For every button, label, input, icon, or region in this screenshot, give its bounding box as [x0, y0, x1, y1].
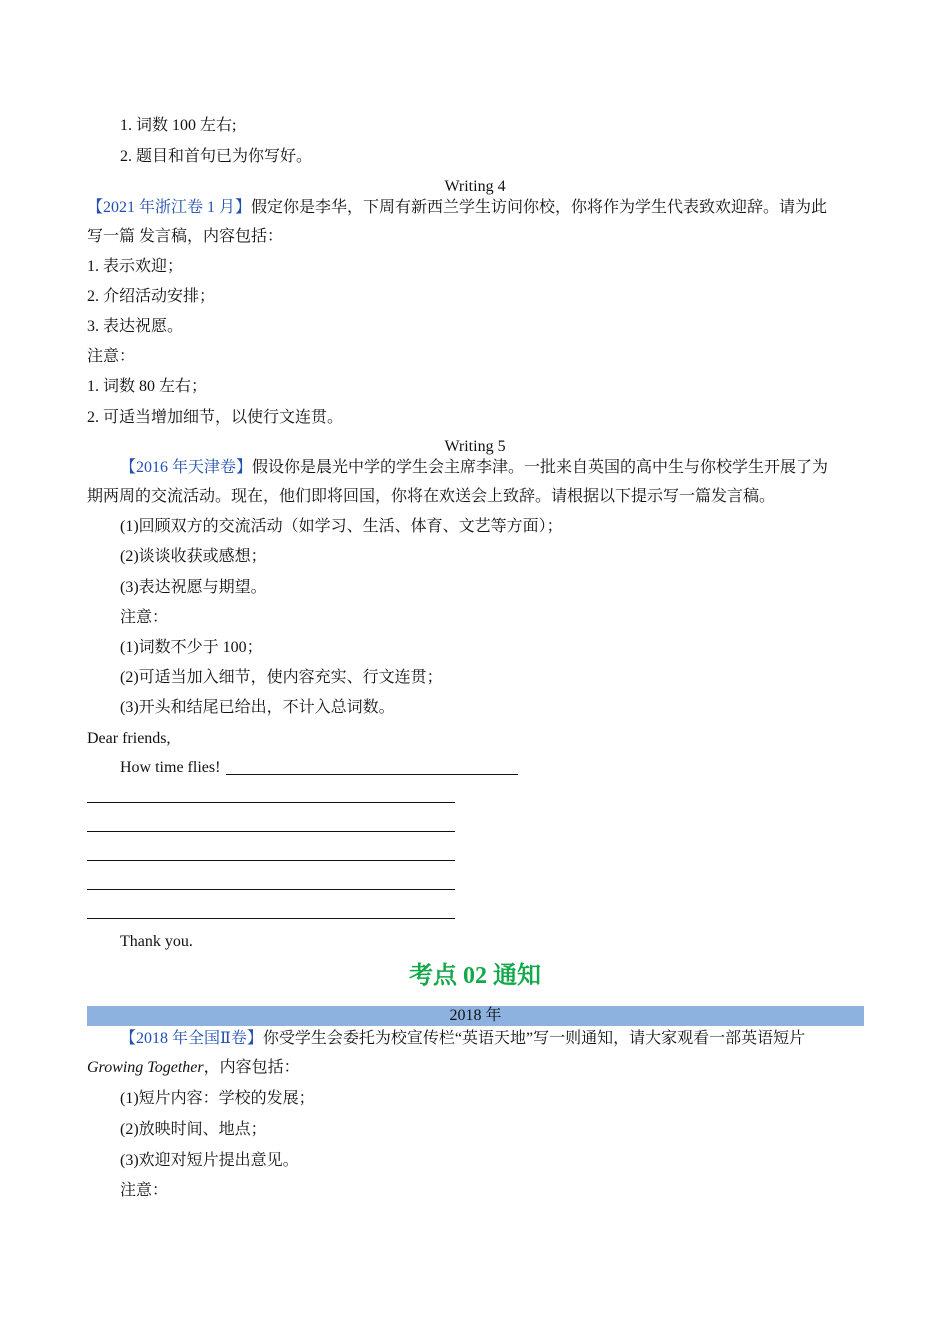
answer-blank-line: [226, 774, 518, 775]
notice-point-3: (3)欢迎对短片提出意见。: [120, 1152, 299, 1169]
year-band: [87, 1006, 864, 1026]
writing4-note-label: 注意：: [87, 348, 136, 365]
writing5-note-1: (1)词数不少于 100；: [120, 639, 263, 656]
writing5-note-2: (2)可适当加入细节，使内容充实、行文连贯；: [120, 669, 443, 686]
intro-note-2: 2. 题目和首句已为你写好。: [120, 148, 313, 165]
notice-prompt-line1: [120, 1029, 805, 1049]
intro-note-1: 1. 词数 100 左右;: [120, 117, 237, 134]
film-title: Growing Together: [87, 1059, 204, 1076]
writing5-prompt-line1: [120, 458, 828, 478]
answer-blank-line: [87, 918, 455, 919]
writing4-note-2: 2. 可适当增加细节，以使行文连贯。: [87, 409, 344, 426]
notice-prompt-text: 你受学生会委托为校宣传栏“英语天地”写一则通知，请大家观看一部英语短片: [262, 1030, 806, 1047]
writing4-point-3: 3. 表达祝愿。: [87, 318, 184, 335]
writing5-prompt-line2: 期两周的交流活动。现在，他们即将回国，你将在欢送会上致辞。请根据以下提示写一篇发言稿。: [87, 488, 776, 505]
notice-prompt-rest: ，内容包括：: [203, 1059, 300, 1076]
writing5-heading: Writing 5: [444, 438, 506, 455]
writing5-source-tag: 【2016 年天津卷】: [120, 459, 253, 476]
section-title: 考点 02 通知: [409, 963, 541, 989]
writing5-point-2: (2)谈谈收获或感想；: [120, 548, 267, 565]
writing5-note-3: (3)开头和结尾已给出，不计入总词数。: [120, 699, 395, 716]
year-band-label: 2018 年: [449, 1007, 502, 1024]
answer-blank-line: [87, 889, 455, 890]
notice-point-2: (2)放映时间、地点；: [120, 1121, 267, 1138]
notice-source-tag: 【2018 年全国Ⅱ卷】: [120, 1030, 263, 1047]
writing5-prompt-text: 假设你是晨光中学的学生会主席李津。一批来自英国的高中生与你校学生开展了为: [252, 459, 829, 476]
writing5-closing: Thank you.: [120, 933, 193, 950]
writing4-note-1: 1. 词数 80 左右；: [87, 378, 208, 395]
notice-point-1: (1)短片内容：学校的发展；: [120, 1090, 315, 1107]
writing5-opening: How time flies!: [120, 759, 221, 776]
answer-blank-line: [87, 860, 455, 861]
writing4-source-tag: 【2021 年浙江卷 1 月】: [87, 199, 252, 216]
writing5-greeting: Dear friends,: [87, 730, 171, 747]
writing4-point-1: 1. 表示欢迎；: [87, 258, 184, 275]
writing4-prompt-line2: 写一篇 发言稿，内容包括：: [87, 228, 284, 245]
notice-note-label: 注意：: [120, 1182, 169, 1199]
writing4-heading: Writing 4: [444, 178, 506, 195]
answer-blank-line: [87, 802, 455, 803]
writing4-point-2: 2. 介绍活动安排；: [87, 288, 216, 305]
notice-prompt-line2: [87, 1058, 300, 1078]
writing5-point-1: (1)回顾双方的交流活动（如学习、生活、体育、文艺等方面）；: [120, 518, 563, 535]
writing4-prompt-line1: [87, 198, 827, 218]
answer-blank-line: [87, 831, 455, 832]
writing4-prompt-text: 假定你是李华，下周有新西兰学生访问你校，你将作为学生代表致欢迎辞。请为此: [251, 199, 828, 216]
writing5-point-3: (3)表达祝愿与期望。: [120, 579, 267, 596]
writing5-note-label: 注意：: [120, 609, 169, 626]
